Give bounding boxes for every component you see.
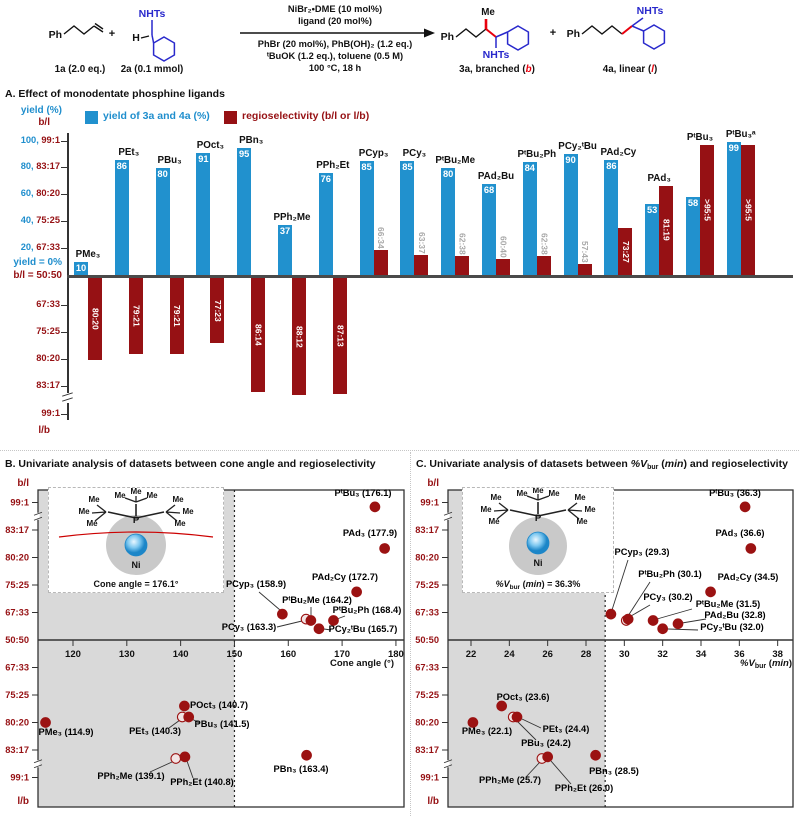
x-axis-tick-label: 24 (504, 649, 515, 660)
data-point-label: PBu₃ (141.5) (194, 719, 250, 729)
yield-value: 85 (361, 162, 372, 173)
plus-sign-2: + (549, 27, 557, 39)
y-axis-tick-label: 99:1 (10, 497, 29, 508)
plus-sign: + (108, 28, 116, 40)
data-point-label: PAd₂Bu (32.8) (704, 610, 766, 620)
y-axis-tick-label: 20, 67:33 (20, 241, 60, 252)
axis-caption-lb: l/b (38, 425, 50, 436)
y-axis-tick-label: 80, 83:17 (20, 161, 60, 172)
yield-value: 37 (279, 226, 291, 237)
data-point-label: POct₃ (140.7) (189, 700, 249, 710)
bond (510, 510, 538, 516)
y-axis-tick-label: 67:33 (36, 298, 60, 309)
condition-line-3: PhBr (20 mol%), PhB(OH)₂ (1.2 eq.) (257, 39, 413, 49)
yield-value: 58 (687, 198, 699, 209)
x-axis-tick-label: 26 (542, 649, 553, 660)
me-label: Me (516, 489, 528, 498)
selectivity-value: 60:40 (498, 236, 509, 259)
x-axis-tick-label: 34 (695, 649, 707, 660)
data-point (180, 752, 190, 762)
ligand-label: PEt₃ (118, 146, 140, 158)
y-axis-tick-label: 67:33 (415, 607, 439, 618)
yield-value: 90 (565, 155, 576, 166)
data-point (302, 750, 312, 760)
me-label: Me (86, 519, 98, 528)
selectivity-bar (455, 256, 469, 275)
y-axis-tick-label: 75:25 (5, 690, 29, 700)
x-axis-tick-label: 130 (118, 649, 135, 660)
data-point (314, 624, 324, 634)
ligand-label: PCy₃ (402, 148, 427, 160)
bond (108, 512, 136, 518)
y-axis-tick-label: 75:25 (415, 580, 439, 590)
x-axis-tick-label: 28 (580, 649, 592, 660)
p-atom-label: P (534, 513, 542, 524)
data-point-label: PᵗBu₂Ph (30.1) (638, 569, 702, 579)
yield-value: 10 (75, 262, 87, 273)
data-point-label: PAd₂Cy (172.7) (312, 572, 378, 582)
data-point (180, 701, 190, 711)
p4-ring-bond (632, 26, 644, 31)
selectivity-value: 86:14 (253, 324, 264, 346)
r1-alkene-bond (94, 24, 103, 33)
y-axis-mid-label: 50:50 (415, 635, 439, 645)
panel-b-inset (48, 487, 224, 593)
ligand-label: PCyp₃ (358, 148, 389, 160)
data-point (543, 752, 553, 762)
data-point (171, 754, 181, 764)
me-label: Me (146, 491, 158, 500)
yield-bar (156, 168, 170, 275)
x-axis-tick-label: 170 (334, 649, 351, 660)
panel-c-inset-caption: $\%V_{bur}$ (min) = 36.3% (495, 579, 581, 591)
yield-bar (482, 184, 496, 275)
x-axis-tick-label: 150 (226, 649, 243, 660)
p4-compound-label: 4a, linear (l) (602, 64, 658, 75)
yield-value: 86 (116, 160, 127, 171)
yield-bar (523, 162, 537, 275)
y-axis-tick-label: 80:20 (415, 552, 439, 563)
x-axis-tick-label: 32 (657, 649, 668, 660)
me-label: Me (584, 505, 596, 514)
reaction-arrow-head (424, 29, 435, 38)
data-point (497, 701, 507, 711)
ni-atom-label: Ni (131, 560, 141, 570)
yield-bar (400, 161, 414, 275)
yield-value: 85 (402, 162, 413, 173)
label-leader-line (259, 592, 280, 610)
y-axis-tick-label: 99:1 (41, 407, 60, 418)
axis-caption-yield: yield (%) (20, 105, 62, 116)
panel-a-title: A. Effect of monodentate phosphine ligands (5, 88, 225, 100)
me-label: Me (114, 491, 126, 500)
ligand-label: POct₃ (196, 140, 225, 152)
panel-a-bar-chart (0, 105, 799, 450)
r2-ring-bond (152, 35, 154, 43)
selectivity-value: >95:5 (743, 199, 754, 222)
y-axis-tick (61, 386, 67, 387)
yield-bar (564, 154, 578, 275)
me-label: Me (548, 489, 560, 498)
r2-h-label: H (132, 32, 140, 44)
yield-bar (360, 161, 374, 275)
data-point-label: PCy₂ᵗBu (32.0) (700, 622, 764, 632)
axis-caption-bl: b/l (38, 117, 50, 128)
me-label: Me (78, 507, 90, 516)
data-point-label: PBn₃ (28.5) (589, 766, 639, 776)
ligand-label: PBu₃ (157, 154, 182, 166)
selectivity-value: 88:12 (294, 325, 305, 348)
data-point-label: PCy₂ᵗBu (165.7) (328, 624, 398, 634)
ligand-label: PBn₃ (239, 134, 264, 146)
x-axis-tick-label: 120 (65, 649, 81, 660)
x-axis-tick-label: 22 (465, 649, 477, 660)
selectivity-value: 79:21 (131, 305, 142, 327)
selectivity-bar (496, 259, 510, 275)
selectivity-value: 66:34 (376, 227, 387, 249)
y-axis-tick (61, 305, 67, 306)
yield-value: 86 (606, 160, 617, 171)
p4-chain-bond (582, 26, 622, 34)
me-label: Me (172, 495, 184, 504)
yield-value: 68 (483, 184, 495, 195)
me-label: Me (574, 493, 586, 502)
y-axis-tick-label: 99:1 (420, 772, 439, 783)
r1-compound-label: 1a (2.0 eq.) (54, 64, 106, 75)
p3-me-label: Me (481, 7, 495, 18)
data-point-label: PᵗBu₃ (176.1) (334, 488, 392, 498)
data-point-label: PPh₂Et (140.8) (170, 777, 234, 787)
label-leader-line (657, 609, 692, 619)
label-leader-line (668, 629, 698, 630)
selectivity-bar (578, 264, 592, 275)
data-point (184, 712, 194, 722)
ligand-label: PAd₃ (647, 172, 671, 184)
selectivity-bar (374, 250, 388, 275)
y-axis-tick-label: 83:17 (5, 525, 29, 535)
y-axis-tick-label: 99:1 (10, 772, 29, 783)
selectivity-value: 63:37 (416, 231, 427, 254)
legend-yield-label: yield of 3a and 4a (%) (103, 110, 210, 122)
y-axis-tick-label: 75:25 (5, 580, 29, 590)
p3-ph-label: Ph (440, 31, 454, 43)
y-axis-tick-label: 83:17 (36, 380, 60, 391)
selectivity-value: 79:21 (172, 305, 183, 327)
y-axis-tick-label: 75:25 (36, 325, 60, 336)
data-point-label: PᵗBu₃ (36.3) (709, 488, 761, 498)
me-label: Me (130, 488, 142, 496)
yield-bar (319, 173, 333, 275)
condition-line-4: ᵗBuOK (1.2 eq.), toluene (0.5 M) (266, 51, 404, 61)
y-axis-tick-label: 75:25 (415, 690, 439, 700)
bond (136, 512, 164, 518)
p4-nhts-label: NHTs (636, 5, 664, 17)
axis-caption-yield-zero: yield = 0% (13, 257, 62, 268)
selectivity-value: 62:38 (457, 233, 468, 256)
data-point (380, 544, 390, 554)
y-axis-line (67, 133, 69, 393)
bond (538, 510, 566, 516)
ligand-label: PPh₂Et (316, 160, 350, 172)
selectivity-value: 77:23 (212, 299, 223, 322)
condition-line-1: NiBr₂•DME (10 mol%) (287, 4, 383, 14)
r2-nhts-label: NHTs (138, 8, 166, 20)
selectivity-value: 62:38 (539, 233, 550, 256)
p4-nc-bond (632, 18, 643, 26)
y-axis-top-label: b/l (427, 478, 439, 489)
p3-compound-label: 3a, branched (b) (459, 64, 535, 75)
data-point-label: PBu₃ (24.2) (521, 738, 571, 748)
me-label: Me (576, 517, 588, 526)
data-point-label: PᵗBu₂Ph (168.4) (332, 605, 402, 615)
r1-chain-bond (64, 26, 94, 34)
data-point-label: PCy₃ (163.3) (221, 622, 277, 632)
ligand-label: PᵗBu₃ᵃ (725, 129, 756, 141)
legend-yield-swatch (85, 111, 98, 124)
y-axis-break (62, 397, 73, 402)
y-axis-mid-label: 50:50 (5, 635, 29, 645)
data-point-label: PBn₃ (163.4) (273, 764, 329, 774)
yield-value: 53 (647, 204, 658, 215)
yield-value: 80 (157, 168, 168, 179)
yield-value: 84 (524, 163, 535, 174)
y-axis-tick-label: 60, 80:20 (20, 188, 60, 199)
axis-caption-bl-5050: b/l = 50:50 (13, 270, 62, 281)
data-point (746, 544, 756, 554)
ni-sphere (527, 532, 549, 554)
data-point (352, 587, 362, 597)
me-label: Me (182, 507, 194, 516)
y-axis-tick (61, 167, 67, 168)
data-point-label: PᵗBu₂Me (164.2) (282, 595, 352, 605)
r1-ph-label: Ph (48, 29, 62, 41)
data-point (41, 718, 51, 728)
p3-stereo-bond (486, 29, 496, 37)
ligand-label: PᵗBu₃ (686, 132, 714, 144)
selectivity-value: 87:13 (335, 324, 346, 347)
yield-value: 80 (443, 168, 454, 179)
x-axis-tick-label: 160 (280, 649, 297, 660)
me-label: Me (488, 517, 500, 526)
data-point-label: PAd₂Cy (34.5) (717, 572, 779, 582)
yield-bar (441, 168, 455, 275)
me-label: Me (532, 488, 544, 495)
y-axis-tick-label: 83:17 (5, 745, 29, 755)
y-axis-tick (61, 359, 67, 360)
me-label: Me (174, 519, 186, 528)
panel-c-inset-structure (463, 488, 613, 592)
data-point-label: PCyp₃ (158.9) (225, 579, 287, 589)
y-axis-tick (61, 141, 67, 142)
data-point-label: PAd₃ (177.9) (342, 528, 398, 538)
ni-sphere (125, 534, 147, 556)
data-point (306, 616, 316, 626)
y-axis-tick-label: 80:20 (5, 552, 29, 563)
y-axis-tick-label: 80:20 (5, 717, 29, 728)
r2-ch-bond (141, 36, 149, 38)
y-axis-tick (61, 332, 67, 333)
y-axis-tick-label: 100, 99:1 (20, 134, 60, 145)
r2-cyclohexyl-ring (154, 37, 175, 61)
yield-bar (237, 148, 251, 275)
data-point (706, 587, 716, 597)
legend-sel-label: regioselectivity (b/l or l/b) (242, 110, 370, 122)
label-leader-line (612, 560, 628, 610)
y-axis-tick (61, 194, 67, 195)
y-axis-bottom-label: l/b (427, 796, 439, 807)
data-point (512, 712, 522, 722)
y-axis-tick-label: 40, 75:25 (20, 214, 60, 225)
panel-b-xaxis-label: Cone angle (°) (330, 658, 394, 669)
y-axis-tick-label: 67:33 (5, 607, 29, 618)
yield-value: 99 (728, 143, 739, 154)
data-point-label: PPh₂Me (139.1) (97, 771, 165, 781)
selectivity-value: 81:19 (661, 219, 672, 242)
data-point-label: PPh₂Me (25.7) (479, 775, 541, 785)
y-axis-bottom-label: l/b (17, 796, 29, 807)
data-point (370, 502, 380, 512)
yield-bar (196, 153, 210, 275)
selectivity-bar (414, 255, 428, 275)
data-point-label: PEt₃ (140.3) (129, 726, 181, 736)
y-axis-line (67, 403, 69, 420)
data-point-label: PPh₂Et (26.0) (554, 783, 614, 793)
data-point-label: PMe₃ (22.1) (461, 726, 513, 736)
selectivity-value: >95:5 (702, 199, 713, 222)
y-axis-tick (61, 221, 67, 222)
yield-value: 91 (198, 154, 209, 165)
data-point-label: PᵗBu₂Me (31.5) (695, 599, 761, 609)
ligand-label: PAd₂Bu (477, 170, 515, 182)
y-axis-tick (61, 414, 67, 415)
yield-value: 95 (239, 148, 250, 159)
data-point (591, 750, 601, 760)
ligand-label: PPh₂Me (273, 212, 311, 224)
ni-atom-label: Ni (533, 558, 543, 568)
ligand-label: PMe₃ (75, 248, 101, 260)
selectivity-value: 57:43 (580, 241, 591, 263)
legend-sel-swatch (224, 111, 237, 124)
selectivity-bar (537, 256, 551, 275)
p4-cyclohexyl-ring (644, 25, 665, 49)
data-point (673, 619, 683, 629)
data-point (606, 609, 616, 619)
data-point-label: POct₃ (23.6) (496, 692, 550, 702)
p3-nhts-label: NHTs (482, 49, 510, 61)
me-label: Me (480, 505, 492, 514)
panel-c-xaxis-label: $\%V_{bur}$ (min) (740, 658, 792, 670)
y-axis-break (62, 392, 73, 397)
panel-c-title: C. Univariate analysis of datasets between %Vbur (min) and regioselectivity (416, 458, 788, 471)
y-axis-top-label: b/l (17, 478, 29, 489)
data-point-label: PCyp₃ (29.3) (614, 547, 670, 557)
data-point (740, 502, 750, 512)
ligand-label: PCy₂ᵗBu (558, 141, 597, 153)
ligand-label: PᵗBu₂Me (435, 154, 476, 166)
selectivity-value: 80:20 (90, 307, 101, 330)
me-label: Me (490, 493, 502, 502)
yield-bar (115, 160, 129, 275)
y-axis-tick-label: 67:33 (5, 662, 29, 673)
p3-ring-bond (496, 32, 508, 37)
y-axis-tick-label: 80:20 (415, 717, 439, 728)
p4-stereo-bond (622, 26, 632, 34)
data-point-label: PMe₃ (114.9) (38, 727, 94, 737)
condition-line-2: ligand (20 mol%) (298, 16, 372, 26)
x-axis-tick-label: 38 (772, 649, 783, 660)
r2-compound-label: 2a (0.1 mmol) (120, 64, 184, 75)
condition-line-5: 100 °C, 18 h (308, 63, 362, 73)
selectivity-value: 73:27 (620, 240, 631, 263)
data-point-label: PCy₃ (30.2) (643, 592, 693, 602)
panel-b-inset-caption: Cone angle = 176.1° (93, 579, 179, 589)
data-point (623, 614, 633, 624)
yield-bar (604, 160, 618, 275)
p4-ph-label: Ph (566, 28, 580, 40)
data-point (648, 616, 658, 626)
p3-chain-bond (456, 29, 486, 37)
panel-b-title: B. Univariate analysis of datasets between cone angle and regioselectivity (5, 458, 376, 470)
y-axis-tick-label: 83:17 (415, 525, 439, 535)
data-point (658, 624, 668, 634)
ligand-label: PAd₂Cy (600, 146, 637, 158)
x-axis-tick-label: 140 (172, 649, 189, 660)
y-axis-tick-label: 80:20 (36, 353, 60, 364)
x-axis-tick-label: 36 (734, 649, 745, 660)
ligand-label: PᵗBu₂Ph (517, 149, 557, 161)
yield-value: 76 (320, 174, 331, 185)
y-axis-tick-label: 67:33 (415, 662, 439, 673)
yield-bar (686, 197, 700, 275)
x-axis-tick-label: 180 (387, 649, 404, 660)
y-axis-tick-label: 99:1 (420, 497, 439, 508)
x-axis-tick-label: 30 (619, 649, 630, 660)
data-point-label: PAd₃ (36.6) (715, 528, 765, 538)
panel-c-inset (462, 487, 614, 593)
yield-bar (727, 142, 741, 275)
y-axis-tick-label: 83:17 (415, 745, 439, 755)
p-atom-label: P (132, 515, 140, 526)
me-label: Me (88, 495, 100, 504)
panel-b-inset-structure (49, 488, 223, 592)
label-leader-line (277, 621, 302, 627)
p3-cyclohexyl-ring (508, 26, 529, 50)
data-point-label: PEt₃ (24.4) (542, 724, 590, 734)
data-point (278, 609, 288, 619)
